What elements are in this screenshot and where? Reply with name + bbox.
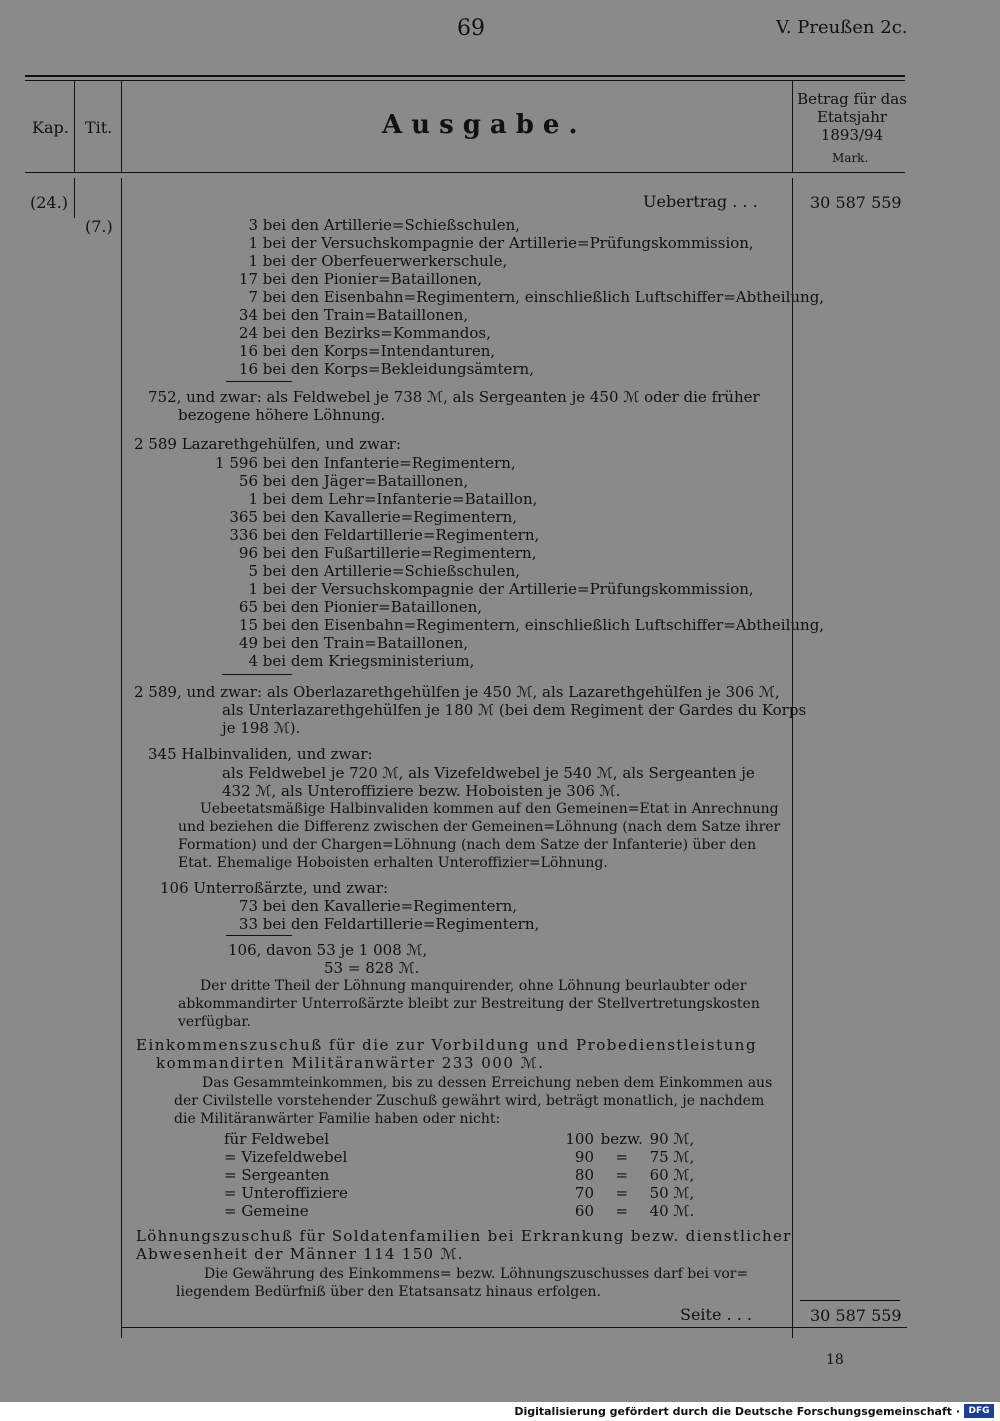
item-count: 49 — [238, 634, 258, 652]
rate-sep: = — [615, 1148, 629, 1166]
header-title: Ausgabe. — [382, 110, 587, 140]
item-text: bei den Pionier=Bataillonen, — [262, 598, 483, 616]
item-count: 1 — [248, 234, 258, 252]
item-text: bei den Fußartillerie=Regimentern, — [262, 544, 537, 562]
item-count: 365 — [229, 508, 258, 526]
item-count: 1 — [248, 490, 258, 508]
header-currency: Mark. — [832, 151, 869, 165]
list-item — [130, 472, 824, 490]
halbinvaliden-heading: 345 Halbinvaliden, und zwar: — [148, 745, 373, 763]
text-line: Das Gesammteinkommen, bis zu dessen Erreichung neben dem Einkommen aus — [202, 1075, 773, 1091]
list-item — [130, 216, 824, 234]
rate-b: 50 ℳ, — [649, 1184, 695, 1202]
list-item — [130, 580, 824, 598]
item-text: bei den Bezirks=Kommandos, — [262, 324, 491, 342]
running-head: V. Preußen 2c. — [776, 17, 908, 38]
col-divider-kap — [74, 178, 75, 218]
list-item — [130, 234, 824, 252]
paragraph-752 — [148, 388, 760, 424]
list-item — [130, 897, 539, 915]
item-count: 4 — [248, 652, 258, 670]
list-item — [130, 598, 824, 616]
uebertrag-amount: 30 587 559 — [810, 193, 902, 212]
list-item — [130, 360, 824, 378]
item-text: bei den Train=Bataillonen, — [262, 634, 469, 652]
text-line: 752, und zwar: als Feldwebel je 738 ℳ, als Sergeanten je 450 ℳ oder die früher — [148, 388, 760, 406]
rate-a: 60 — [574, 1202, 594, 1220]
text-line: 106, davon 53 je 1 008 ℳ, — [228, 941, 428, 959]
text-line: Einkommenszuschuß für die zur Vorbildung und Probedienstleistung — [136, 1036, 758, 1054]
text-line: der Civilstelle vorstehender Zuschuß gewährt wird, beträgt monatlich, je nachdem — [174, 1093, 765, 1109]
item-text: bei den Feldartillerie=Regimentern, — [262, 915, 540, 933]
item-text: bei dem Kriegsministerium, — [262, 652, 475, 670]
text-line: Die Gewährung des Einkommens= bezw. Löhnungszuschusses darf bei vor= — [204, 1266, 749, 1282]
rate-b: 90 ℳ, — [649, 1130, 695, 1148]
text-line: 432 ℳ, als Unteroffiziere bezw. Hoboisten je 306 ℳ. — [222, 782, 621, 800]
item-count: 7 — [248, 288, 258, 306]
header-amount-label: Betrag für das Etatsjahr 1893/94 — [797, 90, 907, 144]
item-count: 33 — [238, 915, 258, 933]
text-line: und beziehen die Differenz zwischen der Gemeinen=Löhnung (nach dem Satze ihrer — [178, 819, 781, 835]
uebertrag-label: Uebertrag . . . — [643, 192, 758, 211]
rate-a: 90 — [574, 1148, 594, 1166]
rate-sep: = — [615, 1166, 629, 1184]
text-line: Formation) und der Chargen=Löhnung (nach dem Satze der Infanterie) über den — [178, 837, 757, 853]
list-item — [130, 342, 824, 360]
item-count: 96 — [238, 544, 258, 562]
list-item — [130, 270, 824, 288]
text-line: liegendem Bedürfniß über den Etatsansatz hinaus erfolgen. — [176, 1284, 601, 1300]
list-block-1 — [130, 216, 824, 378]
rank-label: = Unteroffiziere — [224, 1184, 348, 1202]
text-line: Abwesenheit der Männer 114 150 ℳ. — [136, 1245, 464, 1263]
tit-number: (7.) — [85, 217, 113, 236]
dfg-logo-icon: DFG — [964, 1404, 994, 1418]
table-row — [224, 1166, 694, 1184]
unterrossaerzte-note — [178, 977, 760, 1031]
text-line: abkommandirter Unterroßärzte bleibt zur Bestreitung der Stellvertretungskosten — [178, 996, 760, 1012]
text-line: verfügbar. — [178, 1014, 251, 1030]
loehnung-heading — [136, 1227, 792, 1263]
rate-a: 70 — [574, 1184, 594, 1202]
rank-label: = Sergeanten — [224, 1166, 330, 1184]
item-count: 1 — [248, 580, 258, 598]
text-line: bezogene höhere Löhnung. — [178, 406, 386, 424]
rate-b: 60 ℳ, — [649, 1166, 695, 1184]
item-text: bei den Korps=Bekleidungsämtern, — [262, 360, 534, 378]
rate-b: 75 ℳ, — [649, 1148, 695, 1166]
item-text: bei den Artillerie=Schießschulen, — [262, 562, 521, 580]
item-count: 73 — [238, 897, 258, 915]
text-line: je 198 ℳ). — [222, 719, 301, 737]
item-count: 1 — [248, 252, 258, 270]
text-line: 53 = 828 ℳ. — [324, 959, 420, 977]
item-text: bei dem Lehr=Infanterie=Bataillon, — [262, 490, 538, 508]
header-top-rule-thin — [25, 80, 905, 81]
col-divider-kap-header — [74, 80, 75, 172]
col-divider-tit-header — [121, 80, 122, 172]
text-line: als Unterlazarethgehülfen je 180 ℳ (bei dem Regiment der Gardes du Korps — [222, 701, 807, 719]
item-count: 34 — [238, 306, 258, 324]
item-text: bei den Jäger=Bataillonen, — [262, 472, 469, 490]
item-text: bei den Kavallerie=Regimentern, — [262, 508, 518, 526]
unterrossaerzte-calc — [228, 941, 427, 977]
halbinvaliden-rates — [222, 764, 755, 800]
signature-number: 18 — [826, 1352, 844, 1368]
seite-label: Seite . . . — [680, 1305, 752, 1324]
item-text: bei den Feldartillerie=Regimentern, — [262, 526, 540, 544]
kap-number: (24.) — [30, 193, 68, 212]
item-text: bei den Korps=Intendanturen, — [262, 342, 496, 360]
item-text: bei der Versuchskompagnie der Artillerie=Prüfungskommission, — [262, 234, 754, 252]
list-item — [130, 324, 824, 342]
col-divider-amount-header — [792, 80, 793, 172]
item-count: 1 596 — [215, 454, 258, 472]
item-count: 24 — [238, 324, 258, 342]
text-line: Uebeetatsmäßige Halbinvaliden kommen auf den Gemeinen=Etat in Anrechnung — [200, 801, 779, 817]
total-rule — [800, 1300, 900, 1301]
text-line: die Militäranwärter Familie haben oder nicht: — [174, 1111, 501, 1127]
text-line: Der dritte Theil der Löhnung manquirender, ohne Löhnung beurlaubter oder — [200, 978, 747, 994]
list-item — [130, 306, 824, 324]
item-count: 65 — [238, 598, 258, 616]
list-item — [130, 652, 824, 670]
item-text: bei den Train=Bataillonen, — [262, 306, 469, 324]
page-number: 69 — [457, 16, 485, 41]
sum-rule — [222, 674, 292, 675]
rate-sep: = — [615, 1184, 629, 1202]
einkommen-heading — [136, 1036, 757, 1072]
item-count: 15 — [238, 616, 258, 634]
item-text: bei den Eisenbahn=Regimentern, einschließlich Luftschiffer=Abtheilung, — [262, 616, 825, 634]
table-row — [224, 1148, 694, 1166]
page-bottom-rule — [122, 1327, 907, 1328]
item-text: bei der Oberfeuerwerkerschule, — [262, 252, 508, 270]
list-item — [130, 288, 824, 306]
rate-a: 80 — [574, 1166, 594, 1184]
rate-b: 40 ℳ. — [649, 1202, 695, 1220]
table-row — [224, 1184, 694, 1202]
item-text: bei den Infanterie=Regimentern, — [262, 454, 516, 472]
header-tit: Tit. — [85, 118, 113, 137]
sum-rule — [226, 381, 292, 382]
rate-sep: = — [615, 1202, 629, 1220]
list-item — [130, 508, 824, 526]
item-count: 56 — [238, 472, 258, 490]
rank-label: für Feldwebel — [224, 1130, 330, 1148]
item-count: 16 — [238, 342, 258, 360]
item-text: bei den Artillerie=Schießschulen, — [262, 216, 521, 234]
item-count: 5 — [248, 562, 258, 580]
header-bottom-rule — [25, 172, 905, 173]
list-item — [130, 634, 824, 652]
text-line: als Feldwebel je 720 ℳ, als Vizefeldwebel je 540 ℳ, als Sergeanten je — [222, 764, 755, 782]
col-divider-tit — [121, 178, 122, 1338]
einkommen-note — [174, 1074, 772, 1128]
item-text: bei den Pionier=Bataillonen, — [262, 270, 483, 288]
list-item — [130, 616, 824, 634]
list-item — [130, 490, 824, 508]
list-item — [130, 252, 824, 270]
list-item — [130, 526, 824, 544]
unterrossaerzte-heading: 106 Unterroßärzte, und zwar: — [160, 879, 389, 897]
seite-amount: 30 587 559 — [810, 1306, 902, 1325]
table-row — [224, 1202, 694, 1220]
paragraph-2589 — [134, 683, 806, 737]
dfg-credit: Digitalisierung gefördert durch die Deutsche Forschungsgemeinschaft · — [514, 1405, 960, 1418]
table-row — [224, 1130, 694, 1148]
item-text: bei der Versuchskompagnie der Artillerie=Prüfungskommission, — [262, 580, 754, 598]
lazareth-heading: 2 589 Lazarethgehülfen, und zwar: — [134, 435, 402, 453]
rank-label: = Vizefeldwebel — [224, 1148, 348, 1166]
halbinvaliden-note — [178, 800, 780, 872]
item-count: 336 — [229, 526, 258, 544]
list-block-3 — [130, 897, 539, 933]
rank-label: = Gemeine — [224, 1202, 309, 1220]
item-text: bei den Eisenbahn=Regimentern, einschließlich Luftschiffer=Abtheilung, — [262, 288, 825, 306]
list-item — [130, 454, 824, 472]
list-item — [130, 915, 539, 933]
rate-sep: bezw. — [600, 1130, 643, 1148]
item-count: 17 — [238, 270, 258, 288]
loehnung-note — [176, 1265, 748, 1301]
sum-rule — [226, 935, 292, 936]
list-item — [130, 562, 824, 580]
header-top-rule — [25, 75, 905, 77]
rate-a: 100 — [565, 1130, 594, 1148]
rates-table — [224, 1130, 694, 1220]
text-line: kommandirten Militäranwärter 233 000 ℳ. — [156, 1054, 545, 1072]
item-count: 16 — [238, 360, 258, 378]
item-count: 3 — [248, 216, 258, 234]
item-text: bei den Kavallerie=Regimentern, — [262, 897, 518, 915]
header-kap: Kap. — [32, 118, 69, 137]
text-line: Etat. Ehemalige Hoboisten erhalten Unteroffizier=Löhnung. — [178, 855, 608, 871]
list-item — [130, 544, 824, 562]
text-line: 2 589, und zwar: als Oberlazarethgehülfen je 450 ℳ, als Lazarethgehülfen je 306 ℳ, — [134, 683, 780, 701]
text-line: Löhnungszuschuß für Soldatenfamilien bei Erkrankung bezw. dienstlicher — [136, 1227, 792, 1245]
dfg-footer — [0, 1402, 1000, 1421]
list-block-2 — [130, 454, 824, 670]
